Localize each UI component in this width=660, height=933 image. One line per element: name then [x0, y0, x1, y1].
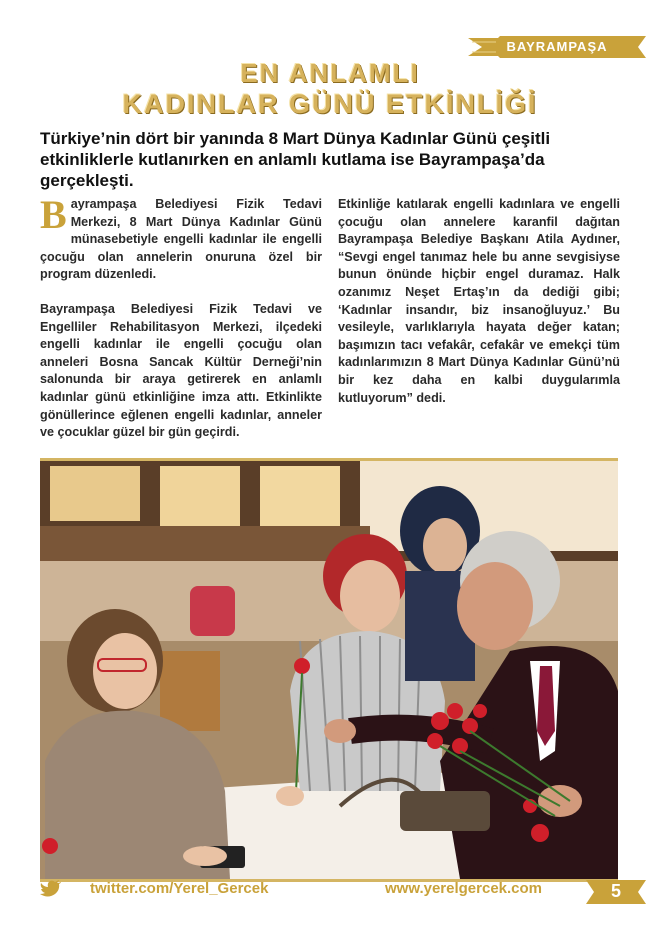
dropcap: B: [40, 192, 67, 237]
twitter-icon: [40, 880, 62, 898]
page-number-badge: [586, 880, 646, 904]
article-paragraph-3: Etkinliğe katılarak engelli kadınlara ve engelli çocuğu olan annelere karanfil dağıtan Bayrampaşa Belediye Başkanı Atila Aydıner, “Sevgi engel tanımaz hele bu anne sevgisiyse bunun önünde hiçbir engel duramaz. Halk ozanımız Neşet Ertaş’ın da dediği gibi; ‘Kadınlar insandır, biz insanoğluyuz.’ Bu vesileyle, varlıklarıyla hayata değer katan; başımızın tacı vefakâr, cefakâr ve emekçi tüm kadınlarımızın 8 Mart Dünya Kadınlar Günü’nü bir kez daha en kalbi duygularımla kutluyorum” dedi.: [338, 197, 620, 405]
website-link[interactable]: www.yerelgercek.com: [385, 880, 543, 897]
lead-paragraph: Türkiye’nin dört bir yanında 8 Mart Dünya Kadınlar Günü çeşitli etkinliklerle kutlanırken en anlamlı kutlama ise Bayrampaşa’da gerçekleşti.: [40, 129, 551, 190]
article-column-left: [40, 192, 322, 442]
twitter-link[interactable]: twitter.com/Yerel_Gercek: [90, 880, 269, 897]
brand-label: BAYRAMPAŞA: [506, 39, 608, 54]
article-column-right: [338, 196, 620, 407]
page-title-line1: EN ANLAMLI: [240, 58, 420, 88]
page-number: 5: [610, 881, 621, 901]
brand-ribbon: [468, 36, 646, 58]
article-paragraph-1: [40, 192, 322, 284]
article-paragraph-2: Bayrampaşa Belediyesi Fizik Tedavi ve Engelliler Rehabilitasyon Merkezi, ilçedeki engelli kadınlar ile engelli çocuğu olan anneleri Bosna Sancak Kültür Derneği’nin salonunda bir araya getirerek en anlamlı kadınlar günü etkinliğine imza attı. Etkinlikte gönüllerince eğlenen engelli kadınlar, anneler ve çocuklar güzel bir gün geçirdi.: [40, 301, 322, 440]
page-title-line2: KADINLAR GÜNÜ ETKİNLİĞİ: [122, 89, 538, 119]
event-photo: [40, 458, 618, 882]
paragraph-1-text: ayrampaşa Belediyesi Fizik Tedavi Merkezi, 8 Mart Dünya Kadınlar Günü münasebetiyle engelli kadınlar ile engelli çocuğu olan annelerin onuruna özel bir program düzenledi.: [40, 197, 322, 282]
